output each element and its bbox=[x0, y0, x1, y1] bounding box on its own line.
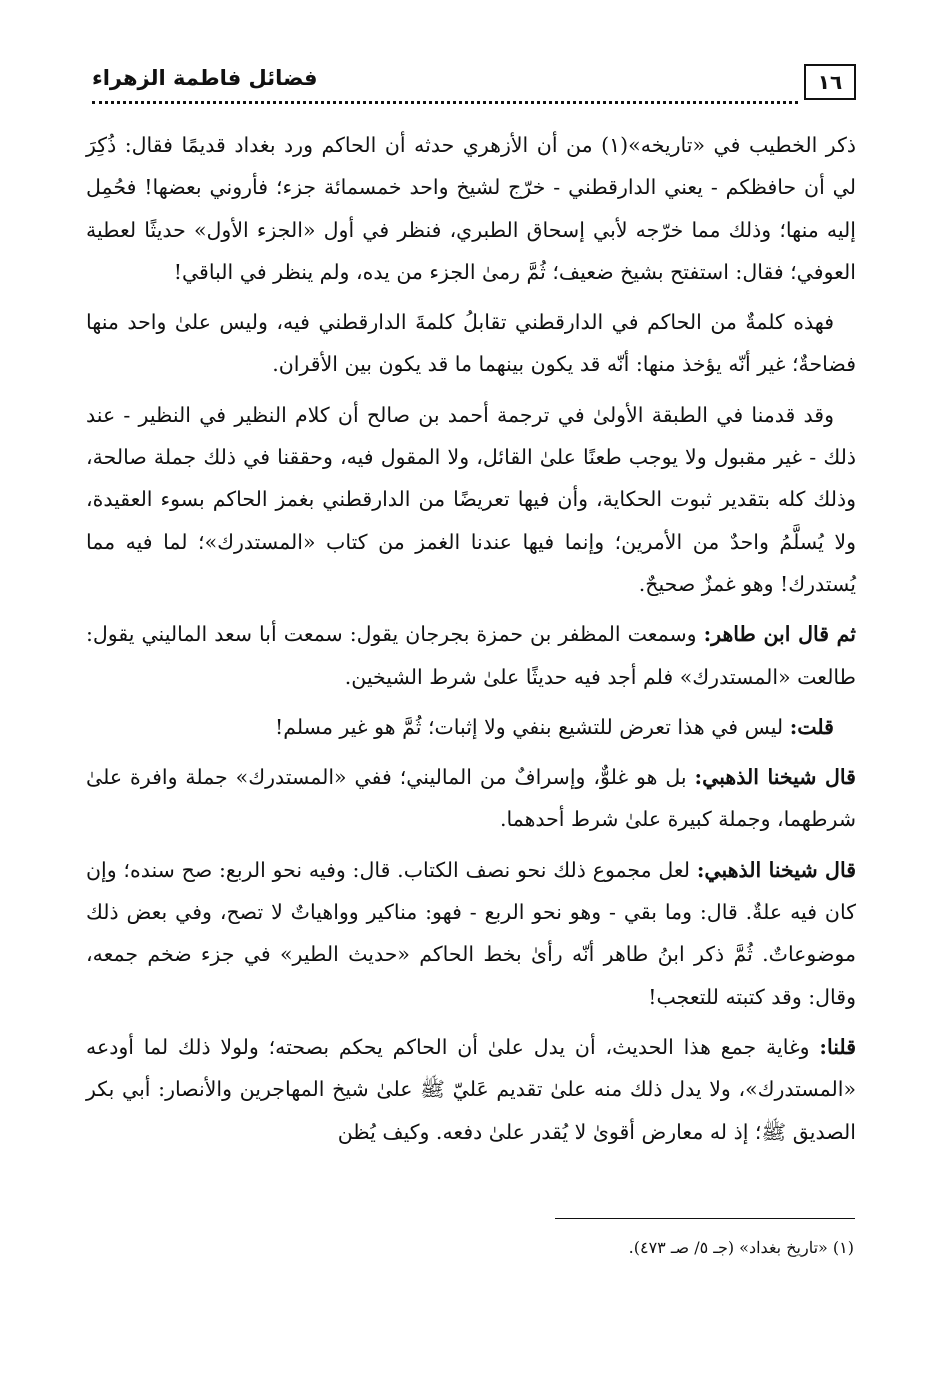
speaker-label: قال شيخنا الذهبي: bbox=[694, 765, 856, 790]
speaker-label: قال شيخنا الذهبي: bbox=[696, 857, 856, 882]
footnote-separator bbox=[555, 1218, 855, 1219]
paragraph-text: وقد قدمنا في الطبقة الأولىٰ في ترجمة أحمد بن صالح أن كلام النظير في النظير - عند ذلك - غير مقبول ولا يوجب طعنًا علىٰ القائل، ولا المقول فيه، وحققنا في ذلك جملة صالحة، وذلك كله بتقدير ثبوت الحكاية، وأن فيها تعريضًا من الدارقطني بغمز الحاكم بسوء العقيدة، ولا يُسلَّمُ واحدٌ من الأمرين؛ وإنما فيها عندنا الغمز من كتاب «المستدرك»؛ لما فيه مما يُستدرك! وهو غمزٌ صحيحٌ. bbox=[86, 402, 856, 596]
speaker-label: قلنا: bbox=[819, 1034, 856, 1059]
paragraph-text: ذكر الخطيب في «تاريخه»(١) من أن الأزهري حدثه أن الحاكم ورد بغداد قديمًا فقال: ذُكِرَ لي أن حافظكم - يعني الدارقطني - خرّج لشيخ واحد خمسمائة جزء؛ فأروني بعضها! فحُمِل إليه منها؛ وذلك مما خرّجه لأبي إسحاق الطبري، فنظر في أول «الجزء الأول» حديثًا لعطية العوفي؛ فقال: استفتح بشيخ ضعيف؛ ثُمَّ رمىٰ الجزء من يده، ولم ينظر في الباقي! bbox=[86, 133, 856, 284]
page-number: ١٦ bbox=[804, 64, 856, 100]
paragraph-5 bbox=[86, 706, 856, 748]
paragraph-text: فهذه كلمةٌ من الحاكم في الدارقطني تقابلُ كلمةَ الدارقطني فيه، وليس علىٰ واحد منها فضاحةٌ؛ غير أنّه يؤخذ منها: أنّه قد يكون بينهما ما قد يكون بين الأقران. bbox=[86, 310, 856, 377]
paragraph-7 bbox=[86, 849, 856, 1018]
paragraph-text: بل هو غلوٌّ، وإسرافٌ من الماليني؛ ففي «المستدرك» جملة وافرة علىٰ شرطهما، وجملة كبيرة علىٰ شرط أحدهما. bbox=[86, 765, 856, 832]
paragraph-3 bbox=[86, 394, 856, 605]
paragraph-4 bbox=[86, 613, 856, 698]
paragraph-text: ليس في هذا تعرض للتشيع بنفي ولا إثبات؛ ثُمَّ هو غير مسلم! bbox=[274, 714, 784, 739]
paragraph-text: وسمعت المظفر بن حمزة بجرجان يقول: سمعت أبا سعد الماليني يقول: طالعت «المستدرك» فلم أجد فيه حديثًا علىٰ شرط الشيخين. bbox=[86, 622, 856, 689]
paragraph-8 bbox=[86, 1026, 856, 1153]
header-dotted-rule bbox=[92, 101, 798, 104]
body-text bbox=[86, 124, 856, 1161]
speaker-label: قلت: bbox=[789, 714, 834, 739]
speaker-label: ثم قال ابن طاهر: bbox=[703, 622, 856, 647]
paragraph-6 bbox=[86, 756, 856, 841]
running-title: فضائل فاطمة الزهراء bbox=[92, 66, 318, 90]
page-header bbox=[92, 64, 856, 106]
footnote: (١) «تاريخ بغداد» (جـ ٥/ صـ ٤٧٣). bbox=[628, 1238, 854, 1257]
paragraph-2 bbox=[86, 301, 856, 386]
paragraph-1 bbox=[86, 124, 856, 293]
paragraph-text: لعل مجموع ذلك نحو نصف الكتاب. قال: وفيه نحو الربع: صح سنده؛ وإن كان فيه علةٌ. قال: وما بقي - وهو نحو الربع - فهو: مناكير وواهياتٌ لا تصح، وفي بعض ذلك موضوعاتٌ. ثُمَّ ذكر ابنُ طاهر أنّه رأىٰ بخط الحاكم «حديث الطير» في جزء ضخم جمعه، وقال: وقد كتبته للتعجب! bbox=[86, 857, 856, 1009]
paragraph-text: وغاية جمع هذا الحديث، أن يدل علىٰ أن الحاكم يحكم بصحته؛ ولولا ذلك لما أودعه «المستدرك»، ولا يدل ذلك منه علىٰ تقديم عَليّ ﷺ علىٰ شيخ المهاجرين والأنصار: أبي بكر الصديق ﷺ؛ إذ له معارض أقوىٰ لا يُقدر علىٰ دفعه. وكيف يُظن bbox=[86, 1034, 856, 1144]
